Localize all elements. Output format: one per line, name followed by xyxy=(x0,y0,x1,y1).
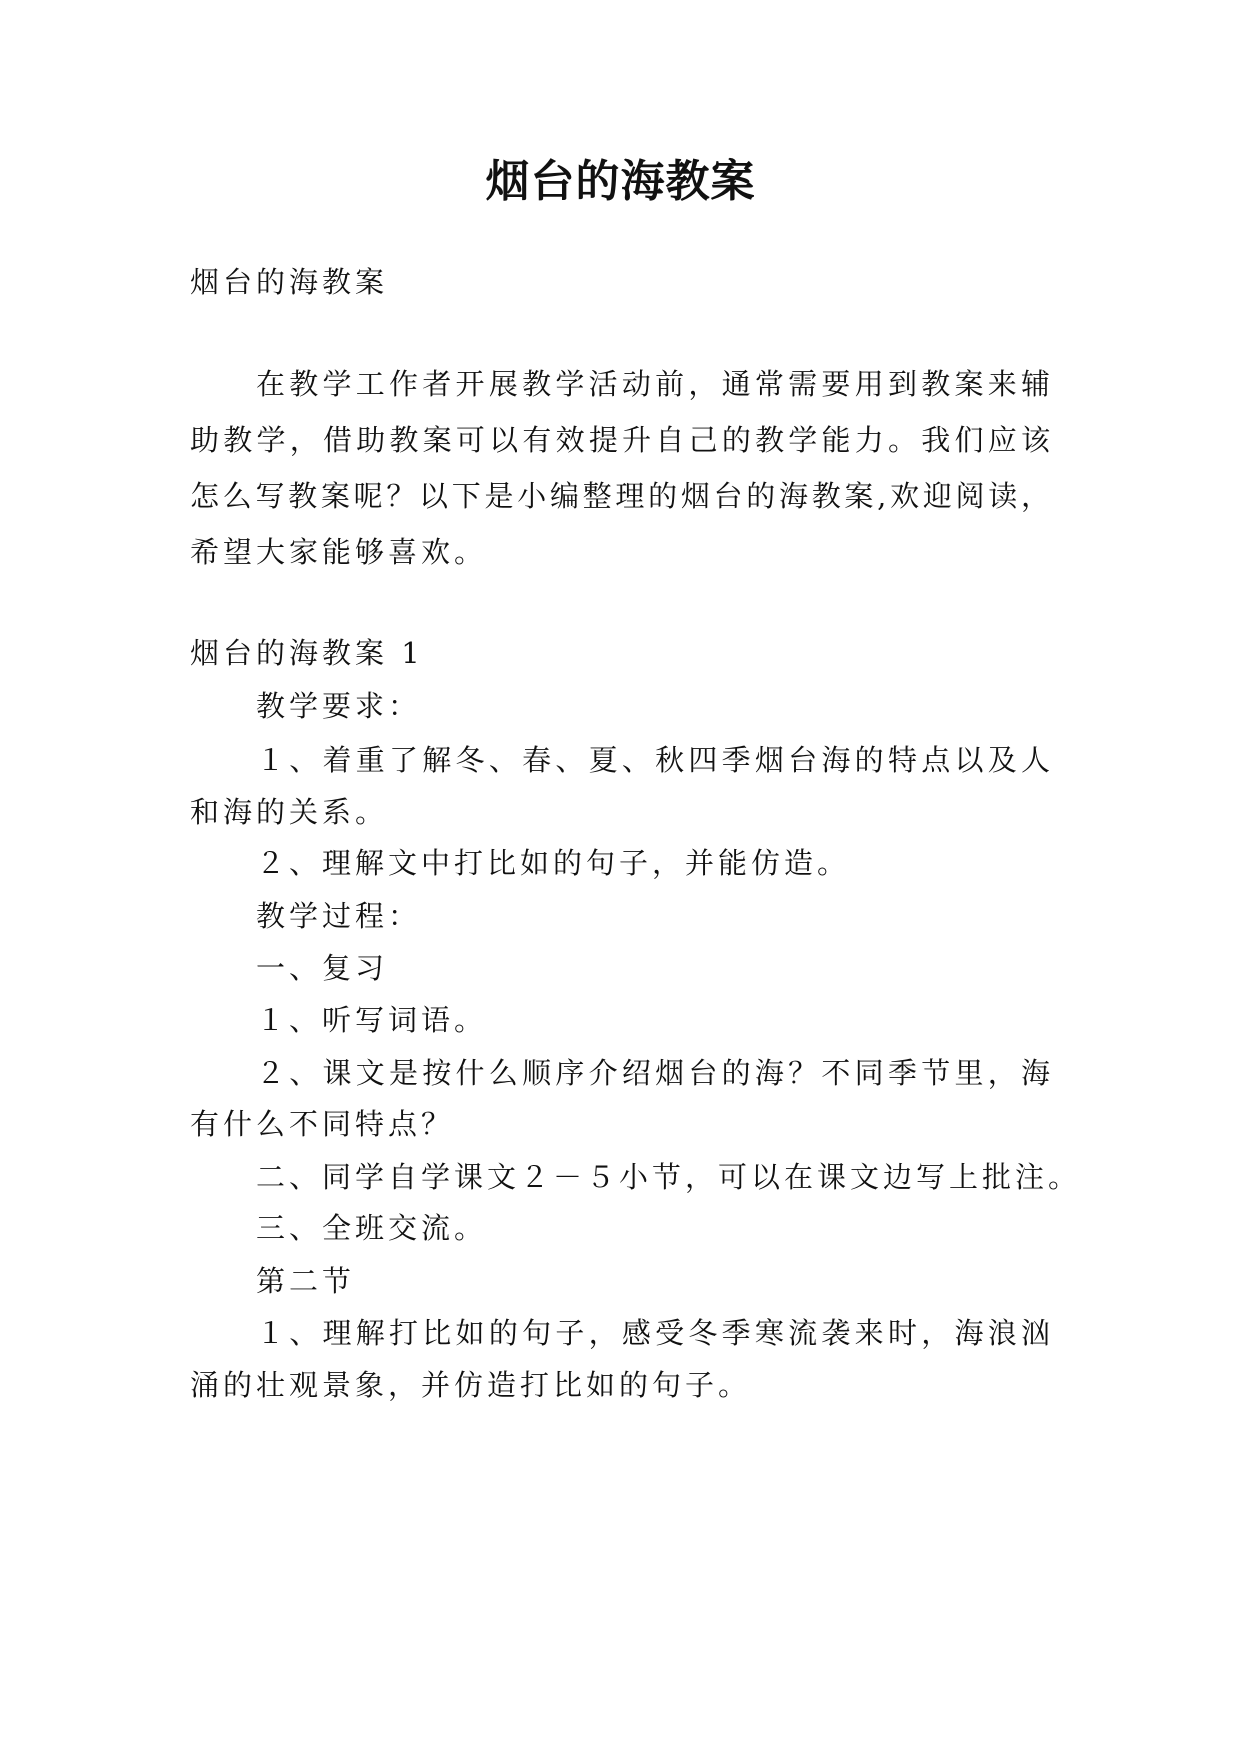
intro-line: 希望大家能够喜欢。 xyxy=(190,535,488,569)
body-line: 三、全班交流。 xyxy=(256,1211,488,1245)
subtitle-line: 烟台的海教案 xyxy=(190,265,389,299)
body-line: ２、理解文中打比如的句子，并能仿造。 xyxy=(256,846,851,880)
body-line: 有什么不同特点？ xyxy=(190,1107,455,1141)
body-line: 二、同学自学课文２－５小节，可以在课文边写上批注。 xyxy=(256,1160,1082,1194)
teaching-process-heading: 教学过程： xyxy=(256,899,422,933)
body-line: ２、课文是按什么顺序介绍烟台的海？不同季节里，海 xyxy=(256,1056,1050,1090)
body-line: １、着重了解冬、春、夏、秋四季烟台海的特点以及人 xyxy=(256,743,1050,777)
body-line: １、理解打比如的句子，感受冬季寒流袭来时，海浪汹 xyxy=(256,1316,1050,1350)
body-line: 涌的壮观景象，并仿造打比如的句子。 xyxy=(190,1368,752,1402)
teaching-requirements-heading: 教学要求： xyxy=(256,689,422,723)
intro-line: 怎么写教案呢？以下是小编整理的烟台的海教案,欢迎阅读， xyxy=(190,479,1050,513)
section-heading: 烟台的海教案 1 xyxy=(190,636,424,670)
body-line: 第二节 xyxy=(256,1264,356,1298)
document-title: 烟台的海教案 xyxy=(485,156,756,207)
intro-line: 在教学工作者开展教学活动前，通常需要用到教案来辅 xyxy=(256,367,1050,401)
body-line: 一、复习 xyxy=(256,951,389,985)
intro-line: 助教学，借助教案可以有效提升自己的教学能力。我们应该 xyxy=(190,423,1050,457)
body-line: １、听写词语。 xyxy=(256,1003,488,1037)
body-line: 和海的关系。 xyxy=(190,795,389,829)
